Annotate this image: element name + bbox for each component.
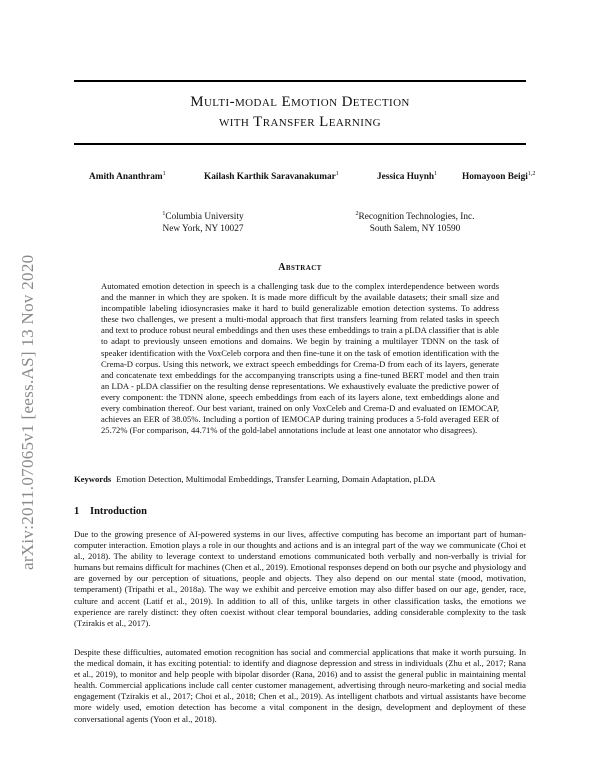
title-line-2: with Transfer Learning — [218, 114, 382, 130]
paper-title — [74, 92, 526, 132]
keywords-label: Keywords — [74, 474, 112, 484]
title-line-1: Multi-modal Emotion Detection — [190, 94, 410, 110]
affiliation: $^2$Recognition Technologies, Inc. South Salem, NY 10590 — [355, 211, 475, 235]
author: Jessica Huynh$^1$ — [377, 171, 438, 183]
title-top-rule — [74, 80, 526, 82]
arxiv-identifier: arXiv:2011.07065v1 [eess.AS] 13 Nov 2020 — [18, 254, 37, 570]
author: Kailash Karthik Saravanakumar$^1$ — [204, 171, 339, 183]
title-bottom-rule — [74, 143, 526, 145]
keywords-text: Emotion Detection, Multimodal Embeddings, Transfer Learning, Domain Adaptation, pLDA — [116, 474, 436, 484]
abstract-text: Automated emotion detection in speech is a challenging task due to the complex interdependence between words and the manner in which they are spoken. It is made more difficult by the available datasets; their small size and incompatible labeling idiosyncrasies make it hard to build generalizable emotion detection systems. To address these two challenges, we present a multi-modal approach that first transfers learning from related tasks in speech and text to produce robust neural embeddings and then uses these embeddings to train a pLDA classifier that is able to adapt to previously unseen emotions and domains. We begin by training a multilayer TDNN on the task of speaker identification with the VoxCeleb corpora and then fine-tune it on the task of emotion identification with the Crema-D corpus. Using this network, we extract speech embeddings for Crema-D from each of its layers, generate and concatenate text embeddings for the accompanying transcripts using a fine-tuned BERT model and then train an LDA - pLDA classifier on the resulting dense representations. We exhaustively evaluate the predictive power of every component: the TDNN alone, speech embeddings from each of its layers alone, text embeddings alone and every combination thereof. Our best variant, trained on only VoxCeleb and Crema-D and evaluated on IEMOCAP, achieves an EER of 38.05%. Including a portion of IEMOCAP during training produces a 5-fold averaged EER of 25.72% (For comparison, 44.71% of the gold-label annotations include at least one annotator who disagrees). — [101, 281, 499, 436]
keywords — [74, 474, 526, 484]
author: Amith Ananthram$^1$ — [89, 171, 166, 183]
abstract-heading: Abstract — [278, 262, 322, 273]
affiliation: $^1$Columbia University New York, NY 10027 — [162, 211, 244, 235]
author: Homayoon Beigi$^{1,2}$ — [462, 171, 536, 183]
paragraph: Due to the growing presence of AI-powered systems in our lives, affective computing has become an important part of human-computer interaction. Emotion plays a role in our thoughts and actions and is an integral part of the way we communicate (Choi et al., 2018). The ability to leverage context to understand emotions communicated both verbally and non-verbally is trivial for humans but remains difficult for machines (Chen et al., 2019). Emotional responses depend on both our psyche and physiology and are governed by our perception of situations, people and objects. They also depend on our mental state (mood, motivation, temperament) (Tripathi et al., 2018a). The way we exhibit and perceive emotion may also differ based on our age, gender, race, culture and accent (Latif et al., 2019). In addition to all of this, unlike targets in other classification tasks, the emotions we experience are rarely distinct: they often coexist without clear temporal boundaries, adding considerable complexity to the task (Tzirakis et al., 2017). — [74, 529, 526, 628]
section-heading: 1 Introduction — [74, 506, 147, 517]
paragraph: Despite these difficulties, automated emotion recognition has social and commercial applications that make it worth pursuing. In the medical domain, it has exciting potential: to identify and diagnose depression and stress in individuals (Zhu et al., 2017; Rana et al., 2019), to monitor and help people with bipolar disorder (Rana, 2016) and to assist the general public in maintaining mental health. Commercial applications include call center customer management, advertising through neuro-marketing and social media engagement (Tzirakis et al., 2017; Choi et al., 2018; Chen et al., 2019). As intelligent chatbots and virtual assistants have become more widely used, emotion detection has become a vital component in the design, development and deployment of these conversational agents (Yoon et al., 2018). — [74, 647, 526, 724]
